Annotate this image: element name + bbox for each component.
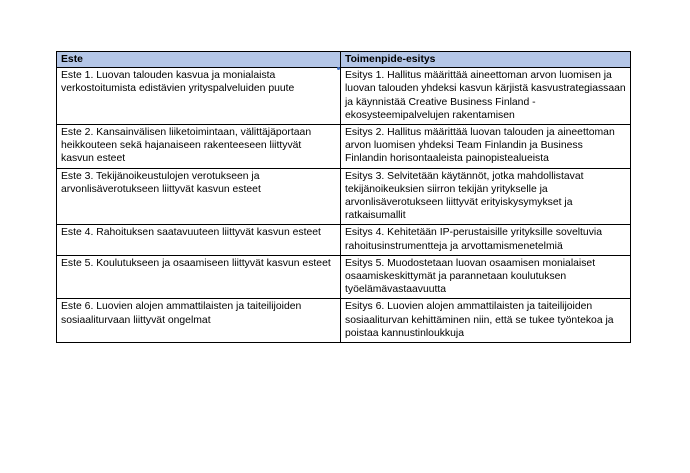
table-row [57,125,631,169]
table-row [57,299,631,343]
obstacle-cell: Este 3. Tekijänoikeustulojen verotukseen ja arvonlisäverotukseen liittyvät kasvun esteet [57,168,341,225]
table-row [57,168,631,225]
obstacles-proposals-table [56,51,631,343]
obstacle-cell: Este 4. Rahoituksen saatavuuteen liittyvät kasvun esteet [57,225,341,255]
proposal-cell: Esitys 1. Hallitus määrittää aineettoman arvon luomisen ja luovan talouden yhdeksi kasvun kärjistä kasvustrategiassaan ja käynnistää Creative Business Finland -ekosysteemipalvelujen rakentamisen [341,68,631,125]
table-row [57,225,631,255]
obstacle-cell: Este 2. Kansainvälisen liiketoimintaan, välittäjäportaan heikkouteen sekä hajanaiseen rakenteeseen liittyvät kasvun esteet [57,125,341,169]
obstacle-cell: Este 1. Luovan talouden kasvua ja monialaista verkostoitumista edistävien yrityspalveluiden puute [57,68,341,125]
proposal-cell: Esitys 4. Kehitetään IP-perustaisille yrityksille soveltuvia rahoitusinstrumentteja ja arvottamismenetelmiä [341,225,631,255]
document-page [56,51,630,343]
table-header-row [57,52,631,68]
column-resize-handle[interactable] [337,67,340,70]
header-proposal: Toimenpide-esitys [341,52,631,68]
proposal-cell: Esitys 2. Hallitus määrittää luovan talouden ja aineettoman arvon luomisen yhdeksi Team Finlandin ja Business Finlandin horisontaaleista painopistealueista [341,125,631,169]
obstacle-cell: Este 5. Koulutukseen ja osaamiseen liittyvät kasvun esteet [57,255,341,299]
header-obstacle: Este [57,52,341,68]
proposal-cell: Esitys 3. Selvitetään käytännöt, jotka mahdollistavat tekijänoikeuksien siirron tekijän yritykselle ja arvonlisäverotukseen liittyvät erityiskysymykset ja ratkaisumallit [341,168,631,225]
table-row [57,68,631,125]
table-row [57,255,631,299]
proposal-cell: Esitys 5. Muodostetaan luovan osaamisen monialaiset osaamiskeskittymät ja parannetaan koulutuksen työelämävastaavuutta [341,255,631,299]
proposal-cell: Esitys 6. Luovien alojen ammattilaisten ja taiteilijoiden sosiaaliturvan kehittäminen niin, että se tukee työntekoa ja poistaa kannustinloukkuja [341,299,631,343]
obstacle-cell: Este 6. Luovien alojen ammattilaisten ja taiteilijoiden sosiaaliturvaan liittyvät ongelmat [57,299,341,343]
